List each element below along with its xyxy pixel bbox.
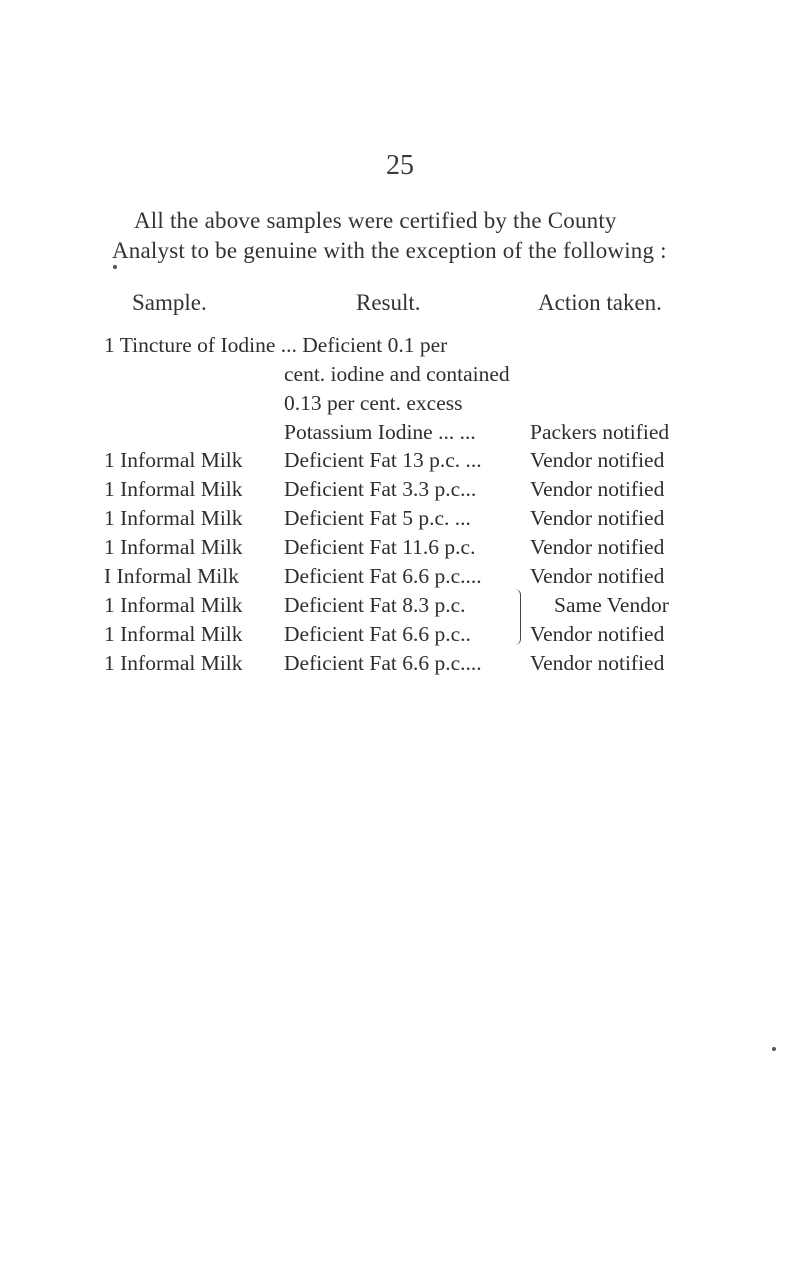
first-entry-line-1: 1 Tincture of Iodine ... Deficient 0.1 per (104, 333, 448, 357)
row-sample: 1 Informal Milk (104, 535, 243, 559)
page-number: 25 (386, 150, 414, 181)
row-sample: 1 Informal Milk (104, 477, 243, 501)
table-row (0, 477, 800, 507)
row-result: Deficient Fat 6.6 p.c.... (284, 651, 482, 675)
table-row (0, 448, 800, 478)
speck-mark (113, 265, 117, 269)
row-result: Deficient Fat 6.6 p.c.. (284, 622, 471, 646)
table-row (0, 535, 800, 565)
intro-paragraph (112, 206, 712, 266)
row-sample: 1 Informal Milk (104, 622, 243, 646)
first-entry-line-4: Potassium Iodine ... ... (284, 420, 476, 444)
header-sample: Sample. (132, 290, 207, 315)
first-entry-action: Packers notified (530, 420, 670, 444)
table-row (0, 593, 800, 623)
row-sample: 1 Informal Milk (104, 506, 243, 530)
speck-mark (772, 1047, 776, 1051)
row-result: Deficient Fat 3.3 p.c... (284, 477, 477, 501)
row-action: Vendor notified (530, 535, 665, 559)
row-sample: I Informal Milk (104, 564, 239, 588)
row-action: Vendor notified (530, 477, 665, 501)
table-row (0, 622, 800, 652)
row-result: Deficient Fat 6.6 p.c.... (284, 564, 482, 588)
row-result: Deficient Fat 13 p.c. ... (284, 448, 482, 472)
first-entry-line-2: cent. iodine and contained (284, 362, 510, 386)
row-action: Vendor notified (530, 564, 665, 588)
brace-mark (514, 589, 521, 645)
intro-line-1: All the above samples were certified by the County (134, 208, 617, 233)
row-result: Deficient Fat 5 p.c. ... (284, 506, 471, 530)
table-row (0, 506, 800, 536)
row-sample: 1 Informal Milk (104, 593, 243, 617)
row-sample: 1 Informal Milk (104, 651, 243, 675)
row-action: Vendor notified (530, 506, 665, 530)
header-action: Action taken. (538, 290, 662, 315)
header-result: Result. (356, 290, 421, 315)
intro-line-2: Analyst to be genuine with the exception of the following : (112, 238, 667, 263)
table-row (0, 564, 800, 594)
row-sample: 1 Informal Milk (104, 448, 243, 472)
row-action: Vendor notified (530, 448, 665, 472)
row-result: Deficient Fat 11.6 p.c. (284, 535, 476, 559)
first-entry-line-3: 0.13 per cent. excess (284, 391, 463, 415)
row-action: Vendor notified (530, 651, 665, 675)
row-result: Deficient Fat 8.3 p.c. (284, 593, 466, 617)
table-row (0, 651, 800, 681)
row-action: Same Vendor (554, 593, 669, 617)
row-action: Vendor notified (530, 622, 665, 646)
